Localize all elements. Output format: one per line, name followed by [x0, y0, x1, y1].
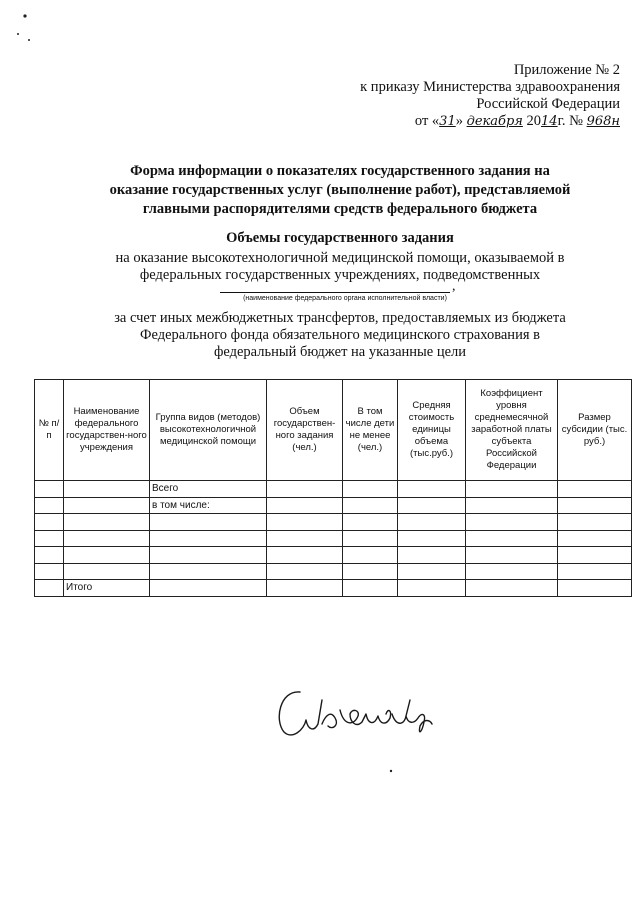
margin-marks — [15, 10, 55, 50]
header-care-group: Группа видов (методов) высокотехнологичной медицинской помощи — [150, 380, 267, 481]
header-children: В том числе дети не менее (чел.) — [343, 380, 398, 481]
signature — [270, 680, 470, 750]
org-caption: (наименование федерального органа исполнительной власти) — [243, 295, 447, 302]
comma: , — [452, 279, 456, 294]
row-total-label: Всего — [150, 481, 267, 498]
appendix-line-2: к приказу Министерства здравоохранения — [360, 79, 620, 95]
stray-dot — [388, 768, 394, 774]
handwritten-year: 14 — [541, 114, 558, 129]
document-title: Форма информации о показателях государственного задания на оказание государственных услуг (выполнение работ), представляемой главными распорядителями средств федерального бюджета — [109, 163, 571, 217]
handwritten-number: 968н — [586, 114, 620, 129]
table-row — [35, 547, 632, 564]
table-row — [35, 563, 632, 580]
funding-paragraph: за счет иных межбюджетных трансфертов, предоставляемых из бюджета Федерального фонда обязательного медицинского страхования в федеральный бюджет на указанные цели — [114, 310, 566, 360]
header-institution: Наименование федерального государствен-ного учреждения — [64, 380, 150, 481]
volumes-table — [34, 379, 632, 597]
header-volume: Объем государствен-ного задания (чел.) — [267, 380, 343, 481]
handwritten-month: декабря — [466, 114, 523, 129]
row-final-label: Итого — [64, 580, 150, 597]
appendix-header — [300, 62, 620, 130]
handwritten-day: 31 — [439, 114, 456, 129]
table-row — [35, 580, 632, 597]
appendix-date-line: от «31» декабря 2014г. № 968н — [414, 113, 620, 129]
table-row — [35, 514, 632, 531]
org-name-line — [220, 292, 450, 293]
header-number: № п/п — [35, 380, 64, 481]
header-subsidy: Размер субсидии (тыс. руб.) — [558, 380, 632, 481]
table-row — [35, 481, 632, 498]
section-subtitle: Объемы государственного задания — [226, 230, 454, 246]
appendix-line-1: Приложение № 2 — [513, 62, 620, 78]
header-wage-coefficient: Коэффициент уровня среднемесячной заработной платы субъекта Российской Федерации — [466, 380, 558, 481]
table-header-row — [35, 380, 632, 481]
appendix-line-3: Российской Федерации — [476, 96, 620, 112]
header-avg-cost: Средняя стоимость единицы объема (тыс.руб.) — [398, 380, 466, 481]
table-row — [35, 530, 632, 547]
intro-paragraph: на оказание высокотехнологичной медицинской помощи, оказываемой в федеральных государственных учреждениях, подведомственных — [115, 250, 565, 283]
table-row — [35, 497, 632, 514]
row-including-label: в том числе: — [150, 497, 267, 514]
